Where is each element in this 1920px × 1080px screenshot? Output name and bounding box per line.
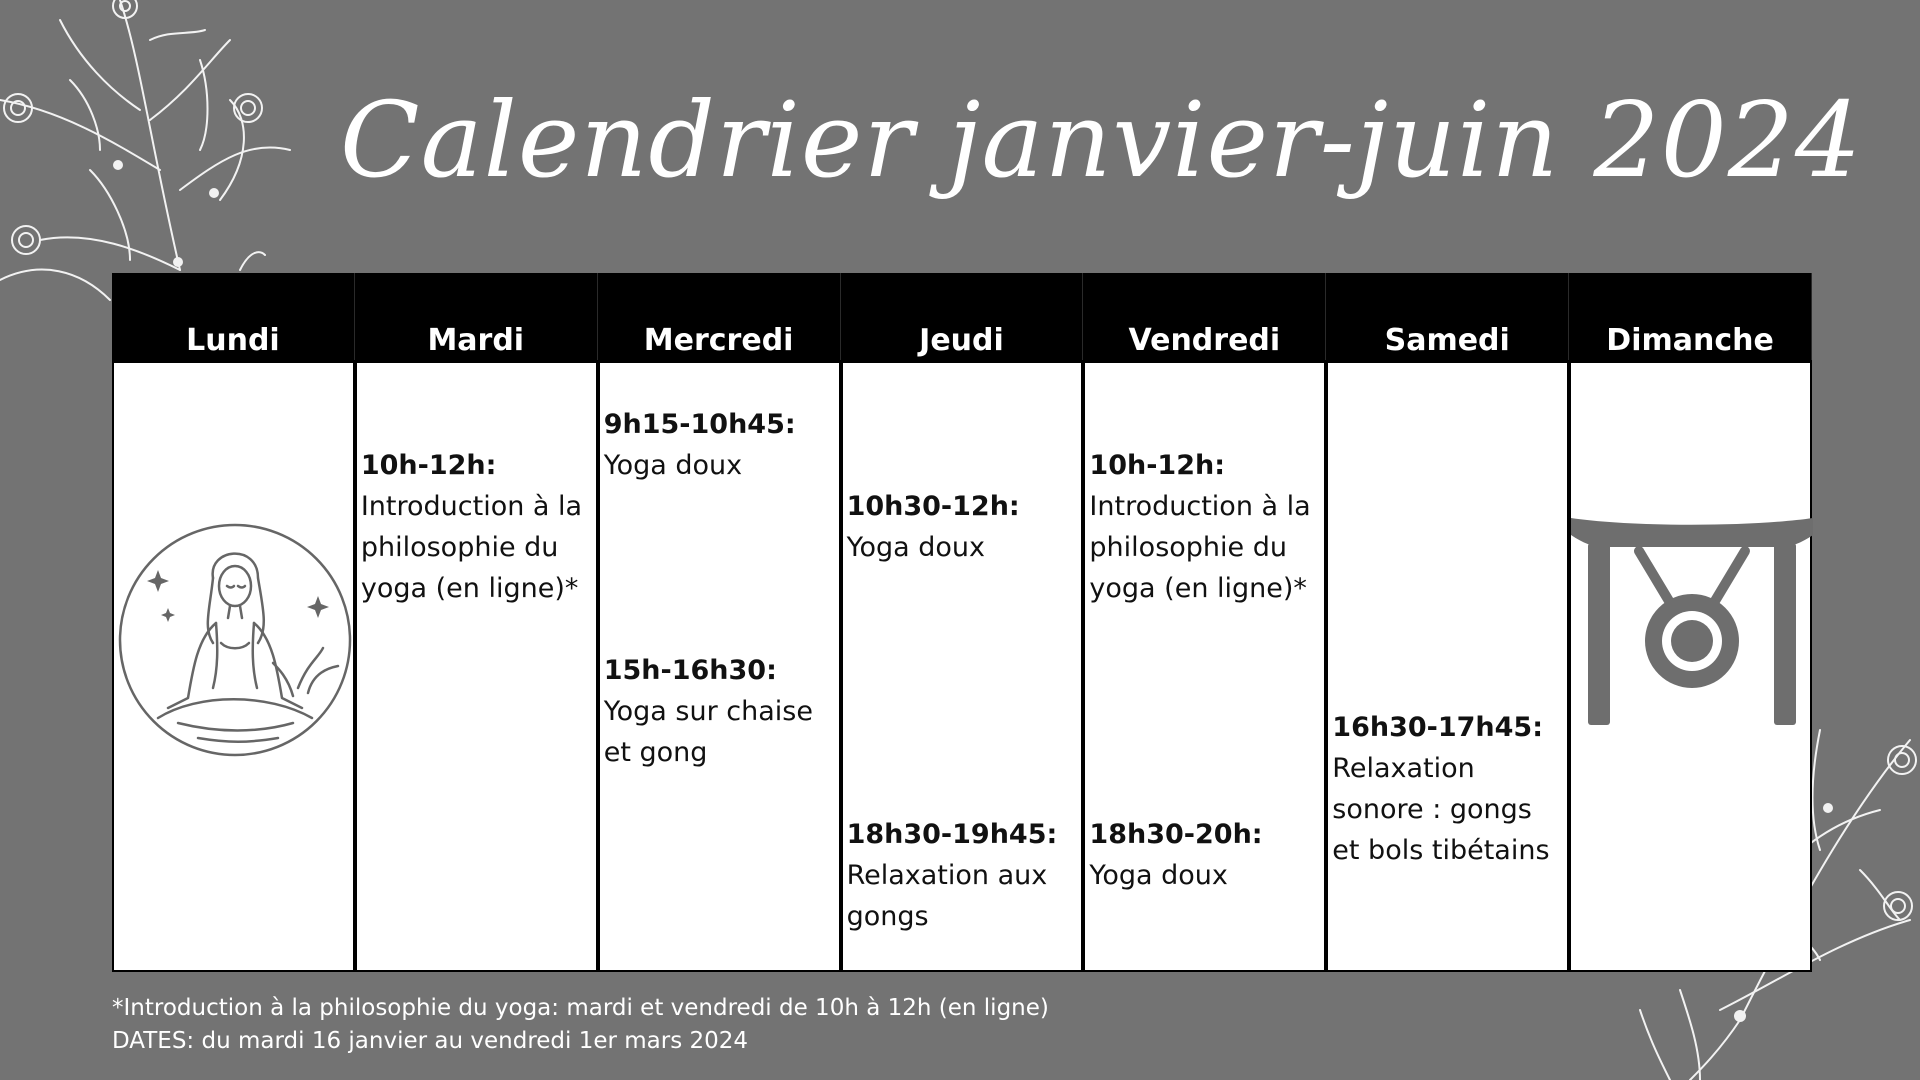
slot-activity: Yoga sur chaise et gong — [603, 696, 813, 768]
day-header-vendredi: Vendredi — [1083, 273, 1326, 360]
slot-time: 18h30-20h: — [1089, 819, 1263, 850]
class-slot — [847, 486, 1076, 568]
slot-time: 15h-16h30: — [603, 655, 777, 686]
day-column-mercredi — [598, 360, 841, 972]
class-slot — [847, 814, 1076, 937]
class-slot — [1332, 707, 1561, 871]
day-column-samedi — [1326, 360, 1569, 972]
weekly-schedule-table — [112, 273, 1812, 972]
day-column-lundi — [112, 360, 355, 972]
class-slot — [1089, 814, 1318, 896]
day-header-lundi: Lundi — [112, 273, 355, 360]
footer-notes — [112, 992, 1049, 1058]
slot-activity: Introduction à la philosophie du yoga (en ligne)* — [1089, 491, 1311, 604]
day-header-mardi: Mardi — [355, 273, 598, 360]
slot-activity: Yoga doux — [1089, 860, 1228, 891]
meditating-woman-icon — [118, 518, 352, 762]
class-slot — [604, 650, 833, 773]
slot-activity: Introduction à la philosophie du yoga (en ligne)* — [360, 491, 583, 604]
day-column-dimanche — [1569, 360, 1812, 972]
gong-icon — [1571, 513, 1813, 733]
day-header-dimanche: Dimanche — [1569, 273, 1812, 360]
slot-time: 18h30-19h45: — [846, 819, 1058, 850]
floral-branch-decoration — [0, 0, 320, 320]
day-column-vendredi — [1083, 360, 1326, 972]
page-title: Calendrier janvier-juin 2024 — [340, 79, 1863, 201]
day-header-mercredi: Mercredi — [598, 273, 841, 360]
slot-time: 10h-12h: — [360, 450, 497, 481]
day-header-samedi: Samedi — [1326, 273, 1569, 360]
class-slot — [604, 404, 833, 486]
slot-time: 10h-12h: — [1089, 450, 1226, 481]
footnote-text: *Introduction à la philosophie du yoga: mardi et vendredi de 10h à 12h (en ligne) — [112, 995, 1049, 1021]
slot-activity: Yoga doux — [846, 532, 986, 563]
slot-time: 9h15-10h45: — [603, 409, 796, 440]
day-header-jeudi: Jeudi — [841, 273, 1084, 360]
slot-activity: Relaxation aux gongs — [846, 860, 1048, 932]
dates-text: DATES: du mardi 16 janvier au vendredi 1er mars 2024 — [112, 1028, 749, 1054]
slot-time: 10h30-12h: — [846, 491, 1020, 522]
day-column-jeudi — [841, 360, 1084, 972]
class-slot — [361, 445, 590, 609]
class-slot — [1089, 445, 1318, 609]
slot-time: 16h30-17h45: — [1332, 712, 1544, 743]
slot-activity: Yoga doux — [603, 450, 743, 481]
day-column-mardi — [355, 360, 598, 972]
slot-activity: Relaxation sonore : gongs et bols tibétains — [1332, 753, 1550, 866]
